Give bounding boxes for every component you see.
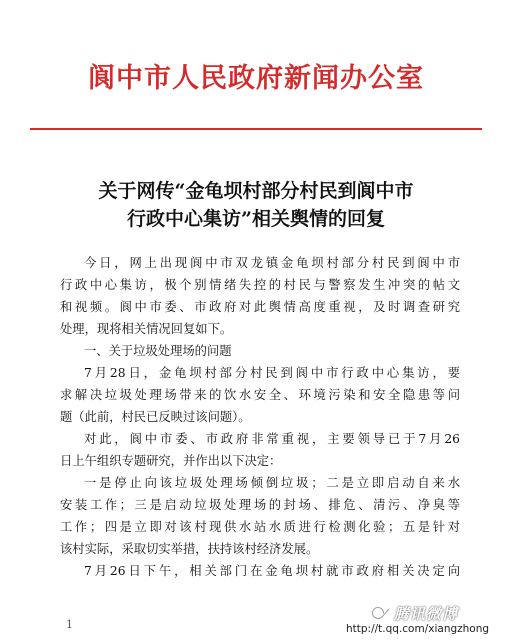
body-line: 题（此前，村民已反映过该问题）。: [60, 410, 251, 424]
document-title-line-1: 关于网传“金龟坝村部分村民到阆中市: [98, 180, 414, 202]
body-line: 该村实际，采取切实举措，扶持该村经济发展。: [60, 542, 319, 556]
body-line: 日上午组织专题研究，并作出以下决定：: [60, 454, 282, 468]
body-line: 处理，现将相关情况回复如下。: [60, 322, 233, 336]
watermark-url: http://t.qq.com/xiangzhong: [346, 623, 490, 635]
body-line: 7月26日下午，相关部门在金龟坝村就市政府相关决定向: [84, 564, 460, 578]
document-body: [60, 252, 460, 582]
office-letterhead: 阆中市人民政府新闻办公室: [88, 63, 424, 94]
body-line: 工作；四是立即对该村现供水站水质进行检测化验；五是针对: [60, 520, 460, 534]
page-number: 1: [66, 618, 73, 631]
document-title-line-2: 行政中心集访”相关舆情的回复: [127, 208, 385, 230]
body-line: 今日，网上出现阆中市双龙镇金龟坝村部分村民到阆中市: [84, 256, 460, 270]
body-line: 求解决垃圾处理场带来的饮水安全、环境污染和安全隐患等问: [60, 388, 460, 402]
section-heading: 一、关于垃圾处理场的问题: [84, 344, 232, 358]
body-line: 安装工作；三是启动垃圾处理场的封场、排危、清污、净臭等: [60, 498, 460, 512]
watermark-brand: 腾讯微博: [394, 605, 459, 623]
letterhead-divider: [30, 128, 482, 130]
body-line: 一是停止向该垃圾处理场倾倒垃圾；二是立即启动自来水: [84, 476, 460, 490]
body-line: 行政中心集访，极个别情绪失控的村民与警察发生冲突的帖文: [60, 278, 460, 292]
body-line: 和视频。阆中市委、市政府对此舆情高度重视，及时调查研究: [60, 300, 460, 314]
weibo-watermark: [344, 603, 508, 637]
tencent-weibo-icon: [370, 605, 392, 621]
body-line: 对此，阆中市委、市政府非常重视，主要领导已于7月26: [84, 432, 460, 446]
body-line: 7月28日，金龟坝村部分村民到阆中市行政中心集访，要: [84, 366, 460, 380]
